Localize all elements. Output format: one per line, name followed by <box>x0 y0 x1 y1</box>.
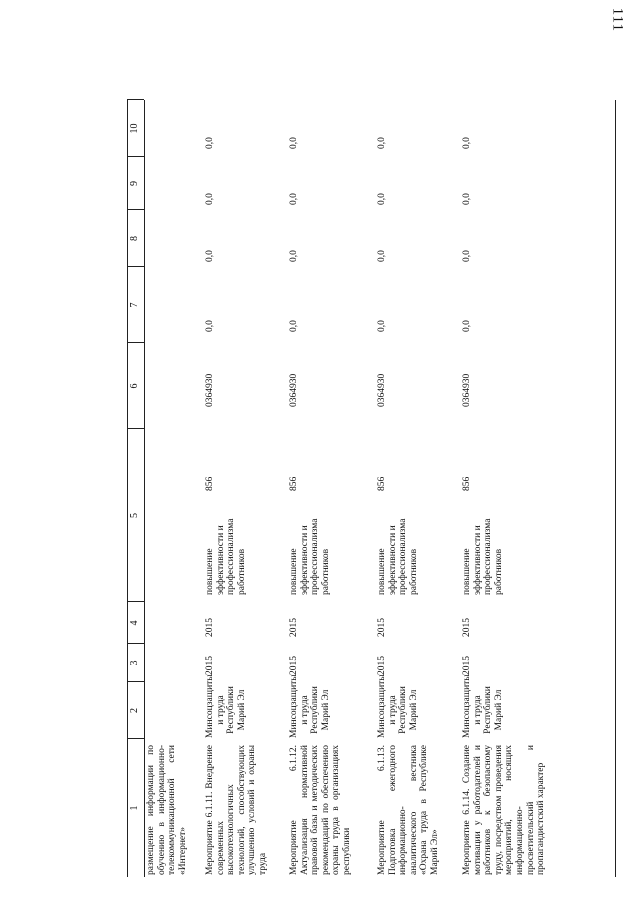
row3-c8: 0,0 <box>377 250 387 262</box>
column-header-10: 10 <box>129 123 140 134</box>
row1-code-b: 0364930 <box>205 373 215 407</box>
row1-start-year: 2015 <box>205 656 215 675</box>
row3-result: повышение эффективности и профессионализма работников <box>377 518 419 595</box>
budget-table <box>127 100 615 877</box>
row4-start-year: 2015 <box>462 656 472 675</box>
row1-c7: 0,0 <box>205 320 215 332</box>
row4-c7: 0,0 <box>462 320 472 332</box>
column-header-7: 7 <box>129 302 140 308</box>
column-header-9: 9 <box>129 181 140 186</box>
row4-result: повышение эффективности и профессионализма работников <box>462 518 504 595</box>
column-header-3: 3 <box>129 660 140 666</box>
row2-end-year: 2015 <box>289 618 299 637</box>
row2-c8: 0,0 <box>289 250 299 262</box>
row2-c7: 0,0 <box>289 320 299 332</box>
row1-end-year: 2015 <box>205 618 215 637</box>
row1-event: Мероприятие 6.1.11. Внедрение современных высокотехнологичных технологий, способствующих улучшению условий и охраны труда <box>205 745 268 875</box>
row3-start-year: 2015 <box>377 656 387 675</box>
row2-start-year: 2015 <box>289 656 299 675</box>
row2-c9: 0,0 <box>289 193 299 205</box>
row1-responsible: Минсоцзащиты и труда Республики Марий Эл <box>205 674 247 738</box>
row4-end-year: 2015 <box>462 618 472 637</box>
row1-c9: 0,0 <box>205 193 215 205</box>
row3-end-year: 2015 <box>377 618 387 637</box>
column-header-4: 4 <box>129 620 140 626</box>
column-header-6: 6 <box>129 383 140 389</box>
row3-responsible: Минсоцзащиты и труда Республики Марий Эл <box>377 674 419 738</box>
row3-event: Мероприятие 6.1.13. Подготовка ежегодного информационно-аналитического вестника «Охрана труда в Республике Марий Эл» <box>377 745 440 875</box>
row4-c10: 0,0 <box>462 137 472 149</box>
row4-responsible: Минсоцзащиты и труда Республики Марий Эл <box>462 674 504 738</box>
column-header-8: 8 <box>129 236 140 241</box>
row2-code-a: 856 <box>289 476 299 491</box>
row2-c10: 0,0 <box>289 137 299 149</box>
row1-result: повышение эффективности и профессионализма работников <box>205 518 247 595</box>
row2-event: Мероприятие 6.1.12. Актуализация нормативной правовой базы и методических рекомендаций по обеспечению охраны труда в организациях республики <box>289 745 352 875</box>
column-header-5: 5 <box>129 513 140 518</box>
row4-code-a: 856 <box>462 476 472 491</box>
row1-code-a: 856 <box>205 476 215 491</box>
row2-result: повышение эффективности и профессионализма работников <box>289 518 331 595</box>
page-number: 111 <box>609 7 625 32</box>
row4-code-b: 0364930 <box>462 373 472 407</box>
row4-event: Мероприятие 6.1.14. Создание мотивации у работодателей и работников к безопасному труду, посредством проведения мероприятий, носящих информационно-просветительский и пропагандистский характер <box>462 745 547 875</box>
row1-c10: 0,0 <box>205 137 215 149</box>
row3-c10: 0,0 <box>377 137 387 149</box>
row2-code-b: 0364930 <box>289 373 299 407</box>
row4-c8: 0,0 <box>462 250 472 262</box>
row3-c7: 0,0 <box>377 320 387 332</box>
row3-c9: 0,0 <box>377 193 387 205</box>
row1-c8: 0,0 <box>205 250 215 262</box>
continued-description: размещение информации по обучению в информационно-телекоммуникационной сети «Интернет» <box>146 745 188 875</box>
column-header-2: 2 <box>129 708 140 713</box>
row4-c9: 0,0 <box>462 193 472 205</box>
column-header-1: 1 <box>129 805 140 811</box>
row3-code-b: 0364930 <box>377 373 387 407</box>
row2-responsible: Минсоцзащиты и труда Республики Марий Эл <box>289 674 331 738</box>
row3-code-a: 856 <box>377 476 387 491</box>
